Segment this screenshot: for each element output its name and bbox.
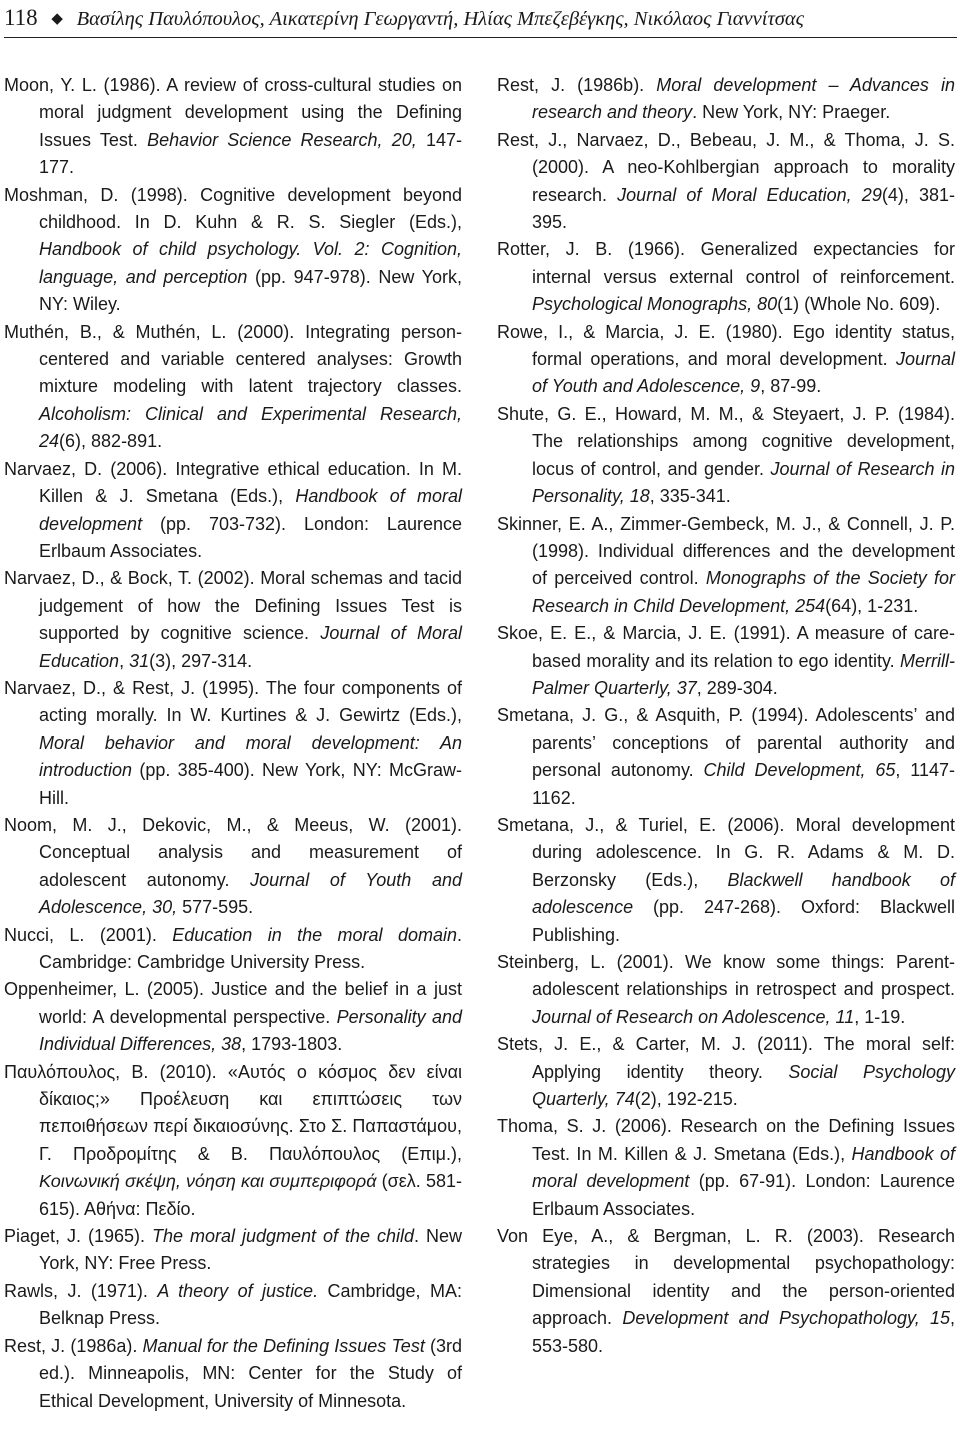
reference-text-segment: , 335-341.	[649, 486, 731, 507]
reference-text-segment: (1) (Whole No. 609).	[777, 294, 941, 315]
reference-text-segment: 147-177.	[39, 129, 462, 178]
reference-entry	[4, 1059, 462, 1223]
reference-text-segment: Skoe, E. E., & Marcia, J. E. (1991). A measure of care-based morality and its relation to ego identity.	[497, 623, 955, 671]
reference-italic-segment: Handbook of moral development	[532, 1143, 955, 1192]
reference-text-segment: Noom, M. J., Dekovic, M., & Meeus, W. (2001). Conceptual analysis and measurement of adolescent autonomy.	[4, 814, 462, 890]
reference-text-segment: Muthén, B., & Muthén, L. (2000). Integrating person-centered and variable centered analyses: Growth mixture modeling with latent trajectory classes.	[4, 321, 462, 397]
reference-text-segment: Rotter, J. B. (1966). Generalized expectancies for internal versus external control of reinforcement.	[497, 239, 955, 287]
reference-text-segment: (3), 297-314.	[149, 650, 253, 671]
reference-italic-segment: Journal of Youth and Adolescence, 30,	[39, 869, 463, 918]
reference-entry	[497, 511, 955, 621]
reference-text-segment: Cambridge, MA: Belknap Press.	[39, 1280, 462, 1329]
reference-text-segment: (4), 381-395.	[532, 184, 955, 233]
reference-text-segment: Narvaez, D., & Bock, T. (2002). Moral schemas and tacid judgement of how the Defining Issues Test is supported by cognitive science.	[4, 568, 462, 644]
reference-text-segment: , 1793-1803.	[241, 1034, 343, 1055]
reference-text-segment: (pp. 67-91). London: Laurence Erlbaum Associates.	[532, 1171, 955, 1219]
reference-italic-segment: Κοινωνική σκέψη, νόηση και συμπεριφορά	[39, 1171, 377, 1192]
reference-entry	[4, 922, 462, 977]
reference-entry	[4, 812, 462, 922]
references-left-column	[4, 72, 462, 1415]
reference-text-segment: Steinberg, L. (2001). We know some things: Parent-adolescent relationships in retrospect and prospect.	[497, 952, 955, 1000]
reference-text-segment: , 553-580.	[532, 1308, 955, 1356]
reference-text-segment: , 1147-1162.	[532, 760, 956, 808]
reference-entry	[497, 127, 955, 237]
reference-text-segment: , 87-99.	[760, 376, 822, 397]
reference-text-segment: Narvaez, D. (2006). Integrative ethical education. In M. Killen & J. Smetana (Eds.),	[4, 458, 462, 507]
reference-text-segment: ,	[119, 650, 130, 671]
reference-entry	[4, 456, 462, 566]
reference-italic-segment: Psychological Monographs, 80	[532, 294, 778, 315]
reference-text-segment: (pp. 247-268). Oxford: Blackwell Publishing.	[532, 897, 955, 945]
reference-italic-segment: Manual for the Defining Issues Test	[142, 1335, 425, 1356]
reference-italic-segment: Journal of Research in Personality, 18	[532, 458, 955, 507]
reference-text-segment: Narvaez, D., & Rest, J. (1995). The four components of acting morally. In W. Kurtines & J. Gewirtz (Eds.),	[4, 677, 462, 726]
reference-italic-segment: Moral development – Advances in research and theory	[532, 75, 956, 123]
reference-entry	[4, 182, 462, 319]
reference-italic-segment: Handbook of moral development	[39, 486, 462, 534]
reference-italic-segment: Development and Psychopathology, 15	[622, 1308, 950, 1329]
page-number: 118	[4, 5, 38, 30]
reference-entry	[497, 1031, 955, 1113]
reference-entry	[497, 812, 955, 949]
reference-text-segment: Skinner, E. A., Zimmer-Gembeck, M. J., & Connell, J. P. (1998). Individual differences and the development of perceived control.	[497, 513, 955, 589]
reference-entry	[497, 620, 955, 702]
reference-italic-segment: Journal of Moral Education	[39, 623, 462, 671]
reference-text-segment: Rest, J., Narvaez, D., Bebeau, J. M., & Thoma, J. S. (2000). A neo-Kohlbergian approach to morality research.	[497, 129, 955, 205]
reference-entry	[4, 1278, 462, 1333]
reference-italic-segment: Merrill-Palmer Quarterly, 37	[532, 650, 955, 698]
reference-text-segment: (pp. 703-732). London: Laurence Erlbaum Associates.	[39, 513, 462, 561]
reference-entry	[4, 1223, 462, 1278]
reference-text-segment: Shute, G. E., Howard, M. M., & Steyaert, J. P. (1984). The relationships among cognitive development, locus of control, and gender.	[497, 403, 955, 479]
page-header	[4, 0, 954, 36]
reference-italic-segment: Social Psychology Quarterly, 74	[532, 1061, 955, 1110]
reference-italic-segment: Education in the moral domain	[172, 924, 457, 945]
reference-text-segment: Παυλόπουλος, Β. (2010). «Αυτός ο κόσμος δεν είναι δίκαιος;» Προέλευση και επιπτώσεις των πεποιθήσεων περί δικαιοσύνης. Στο Σ. Παπαστάμου, Γ. Προδρομίτης & Β. Παυλόπουλος (Επιμ.),	[4, 1061, 462, 1164]
reference-text-segment: Rest, J. (1986a).	[4, 1335, 143, 1356]
reference-text-segment: Rest, J. (1986b).	[497, 75, 657, 95]
reference-text-segment: Moon, Y. L. (1986). A review of cross-cultural studies on moral judgment development using the Defining Issues Test.	[4, 75, 462, 150]
reference-italic-segment: Behavior Science Research, 20,	[147, 129, 417, 150]
reference-italic-segment: Journal of Moral Education, 29	[617, 184, 882, 205]
header-divider	[4, 37, 957, 38]
reference-text-segment: . New York, NY: Free Press.	[39, 1226, 463, 1274]
reference-italic-segment: Moral behavior and moral development: An introduction	[39, 732, 462, 781]
reference-text-segment: Rawls, J. (1971).	[4, 1280, 158, 1301]
reference-italic-segment: Alcoholism: Clinical and Experimental Research, 24	[39, 403, 462, 452]
reference-italic-segment: Monographs of the Society for Research in Child Development, 254	[532, 568, 956, 616]
reference-text-segment: (6), 882-891.	[59, 431, 163, 452]
reference-italic-segment: 31	[129, 650, 150, 671]
reference-entry	[497, 1113, 955, 1223]
reference-text-segment: Piaget, J. (1965).	[4, 1226, 152, 1247]
reference-text-segment: (σελ. 581-615). Αθήνα: Πεδίο.	[39, 1171, 462, 1219]
reference-italic-segment: A theory of justice.	[157, 1280, 319, 1301]
reference-entry	[4, 675, 462, 812]
reference-entry	[497, 702, 955, 812]
running-head-authors: Βασίλης Παυλόπουλος, Αικατερίνη Γεωργαντή, Ηλίας Μπεζεβέγκης, Νικόλαος Γιαννίτσας	[76, 8, 804, 30]
reference-entry	[497, 72, 955, 127]
reference-italic-segment: Child Development, 65	[703, 760, 896, 781]
reference-italic-segment: Personality and Individual Differences, 38	[39, 1006, 463, 1055]
reference-text-segment: , 1-19.	[854, 1006, 906, 1027]
reference-text-segment: (64), 1-231.	[825, 595, 919, 616]
reference-text-segment: Smetana, J. G., & Asquith, P. (1994). Adolescents’ and parents’ conceptions of parental authority and personal autonomy.	[497, 705, 955, 781]
reference-text-segment: , 289-304.	[696, 677, 778, 698]
reference-text-segment: 577-595.	[177, 897, 254, 918]
reference-entry	[4, 565, 462, 675]
reference-italic-segment: Handbook of child psychology. Vol. 2: Cognition, language, and perception	[39, 239, 462, 287]
reference-text-segment: (3rd ed.). Minneapolis, MN: Center for the Study of Ethical Development, University of Minnesota.	[39, 1335, 462, 1411]
reference-entry	[497, 236, 955, 318]
reference-text-segment: (pp. 947-978). New York, NY: Wiley.	[39, 266, 462, 315]
reference-text-segment: (2), 192-215.	[634, 1089, 738, 1110]
reference-text-segment: Rowe, I., & Marcia, J. E. (1980). Ego identity status, formal operations, and moral development.	[497, 321, 955, 370]
reference-text-segment: Stets, J. E., & Carter, M. J. (2011). The moral self: Applying identity theory.	[497, 1034, 955, 1082]
diamond-ornament-icon: ◆	[51, 9, 63, 27]
reference-text-segment: . Cambridge: Cambridge University Press.	[39, 924, 462, 972]
reference-text-segment: Moshman, D. (1998). Cognitive development beyond childhood. In D. Kuhn & R. S. Siegler (Eds.),	[4, 184, 462, 233]
reference-entry	[497, 401, 955, 511]
reference-entry	[4, 1333, 462, 1415]
reference-entry	[4, 319, 462, 456]
references-right-column	[497, 72, 955, 1360]
reference-text-segment: Thoma, S. J. (2006). Research on the Defining Issues Test. In M. Killen & J. Smetana (Eds.),	[497, 1116, 955, 1164]
reference-italic-segment: Journal of Youth and Adolescence, 9	[532, 349, 955, 397]
reference-text-segment: . New York, NY: Praeger.	[692, 102, 891, 123]
reference-entry	[497, 1223, 955, 1360]
reference-text-segment: (pp. 385-400). New York, NY: McGraw-Hill.	[39, 760, 462, 808]
reference-text-segment: Nucci, L. (2001).	[4, 924, 173, 945]
reference-italic-segment: The moral judgment of the child	[152, 1226, 415, 1247]
reference-entry	[4, 72, 462, 182]
reference-entry	[497, 949, 955, 1031]
reference-entry	[4, 976, 462, 1058]
reference-entry	[497, 319, 955, 401]
reference-text-segment: Smetana, J., & Turiel, E. (2006). Moral development during adolescence. In G. R. Adams & M. D. Berzonsky (Eds.),	[497, 814, 955, 890]
reference-text-segment: Von Eye, A., & Bergman, L. R. (2003). Research strategies in developmental psychopathology: Dimensional identity and the person-oriented approach.	[497, 1226, 955, 1329]
reference-italic-segment: Journal of Research on Adolescence, 11	[532, 1006, 855, 1027]
reference-text-segment: Oppenheimer, L. (2005). Justice and the belief in a just world: A developmental perspective.	[4, 979, 462, 1027]
reference-italic-segment: Blackwell handbook of adolescence	[532, 869, 955, 918]
